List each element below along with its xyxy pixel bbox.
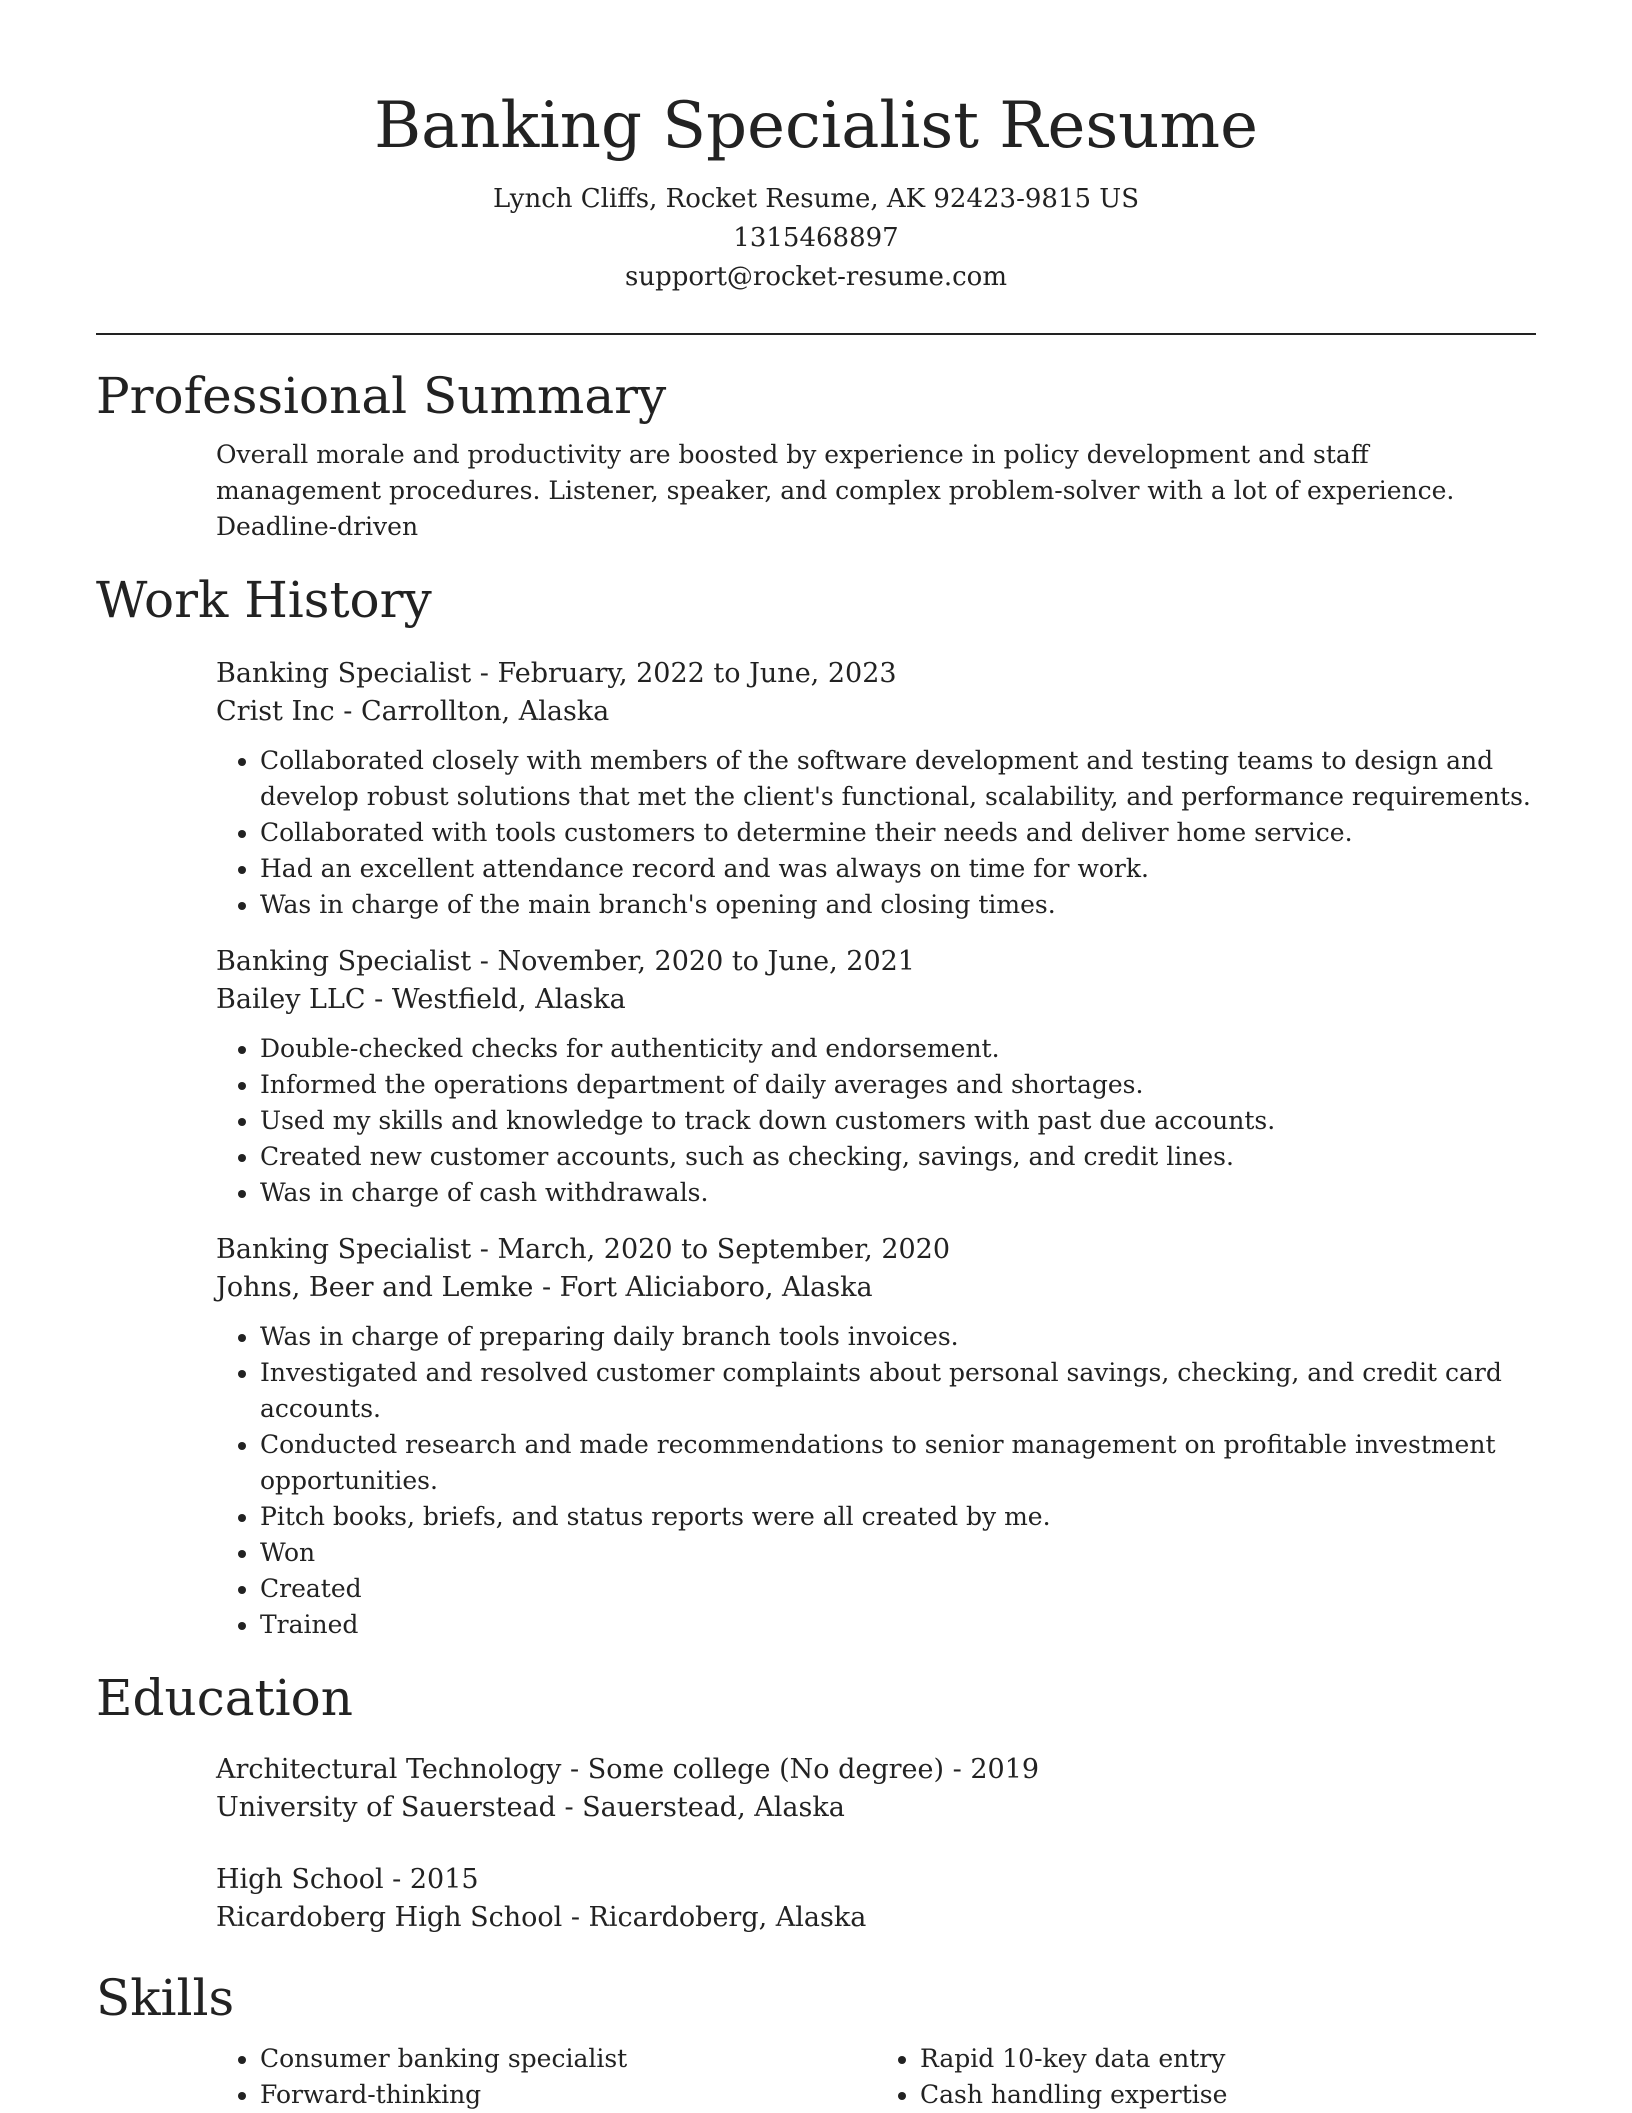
address-text: Lynch Cliffs, Rocket Resume, AK 92423-9815 US — [492, 184, 1140, 214]
job-bullets — [216, 743, 1536, 923]
job-role-dates: Banking Specialist - March, 2020 to September, 2020 — [216, 1234, 951, 1265]
skill-item: • Forward-thinking — [260, 2077, 876, 2113]
resume-title: Banking Specialist Resume — [374, 89, 1258, 163]
job-bullet: • Created — [260, 1571, 1536, 1607]
work-history-list — [216, 655, 1536, 1643]
phone-text: 1315468897 — [733, 223, 899, 253]
job-bullet: • Was in charge of the main branch's opening and closing times. — [260, 887, 1536, 923]
education-list — [216, 1751, 1536, 1937]
email-link[interactable]: support@rocket-resume.com — [624, 262, 1007, 292]
job-bullets — [216, 1031, 1536, 1211]
job-company-location: Bailey LLC - Westfield, Alaska — [216, 984, 626, 1015]
header-divider — [96, 333, 1536, 335]
job-bullet: • Had an excellent attendance record and was always on time for work. — [260, 851, 1536, 887]
school-line: University of Sauerstead - Sauerstead, Alaska — [216, 1792, 845, 1823]
job-bullet: • Won — [260, 1535, 1536, 1571]
job-role-dates: Banking Specialist - February, 2022 to June, 2023 — [216, 658, 897, 689]
skills-heading: Skills — [96, 1969, 235, 2027]
job-bullet: • Informed the operations department of daily averages and shortages. — [260, 1067, 1536, 1103]
job-bullet: • Was in charge of cash withdrawals. — [260, 1175, 1536, 1211]
job-entry — [216, 655, 1536, 923]
degree-line: Architectural Technology - Some college (No degree) - 2019 — [216, 1754, 1040, 1785]
education-heading: Education — [96, 1669, 353, 1727]
skills-grid — [216, 2041, 1536, 2113]
job-bullets — [216, 1319, 1536, 1643]
skills-column-left — [216, 2041, 876, 2113]
job-entry — [216, 1231, 1536, 1643]
summary-heading: Professional Summary — [96, 367, 667, 425]
work-history-heading: Work History — [96, 571, 432, 629]
job-company-location: Johns, Beer and Lemke - Fort Aliciaboro, Alaska — [216, 1272, 873, 1303]
skills-column-right — [876, 2041, 1536, 2113]
contact-info — [96, 180, 1536, 297]
education-entry — [216, 1751, 1536, 1827]
resume-page — [96, 0, 1536, 2113]
degree-line: High School - 2015 — [216, 1864, 479, 1895]
job-bullet: • Created new customer accounts, such as checking, savings, and credit lines. — [260, 1139, 1536, 1175]
skill-item: • Cash handling expertise — [920, 2077, 1536, 2113]
job-bullet: • Collaborated with tools customers to determine their needs and deliver home service. — [260, 815, 1536, 851]
skill-item: • Rapid 10-key data entry — [920, 2041, 1536, 2077]
job-company-location: Crist Inc - Carrollton, Alaska — [216, 696, 610, 727]
job-bullet: • Double-checked checks for authenticity and endorsement. — [260, 1031, 1536, 1067]
education-entry — [216, 1861, 1536, 1937]
job-bullet: • Was in charge of preparing daily branch tools invoices. — [260, 1319, 1536, 1355]
job-bullet: • Used my skills and knowledge to track down customers with past due accounts. — [260, 1103, 1536, 1139]
school-line: Ricardoberg High School - Ricardoberg, Alaska — [216, 1902, 867, 1933]
job-bullet: • Trained — [260, 1607, 1536, 1643]
job-role-dates: Banking Specialist - November, 2020 to June, 2021 — [216, 946, 915, 977]
job-bullet: • Investigated and resolved customer complaints about personal savings, checking, and credit card accounts. — [260, 1355, 1536, 1427]
job-bullet: • Conducted research and made recommendations to senior management on profitable investment opportunities. — [260, 1427, 1536, 1499]
summary-text: Overall morale and productivity are boosted by experience in policy development and staff management procedures. Listener, speaker, and complex problem-solver with a lot of experience. Deadline-driven — [216, 440, 1455, 541]
resume-header — [96, 0, 1536, 297]
skill-item: • Consumer banking specialist — [260, 2041, 876, 2077]
job-entry — [216, 943, 1536, 1211]
job-bullet: • Pitch books, briefs, and status reports were all created by me. — [260, 1499, 1536, 1535]
job-bullet: • Collaborated closely with members of the software development and testing teams to design and develop robust solutions that met the client's functional, scalability, and performance requirements. — [260, 743, 1536, 815]
